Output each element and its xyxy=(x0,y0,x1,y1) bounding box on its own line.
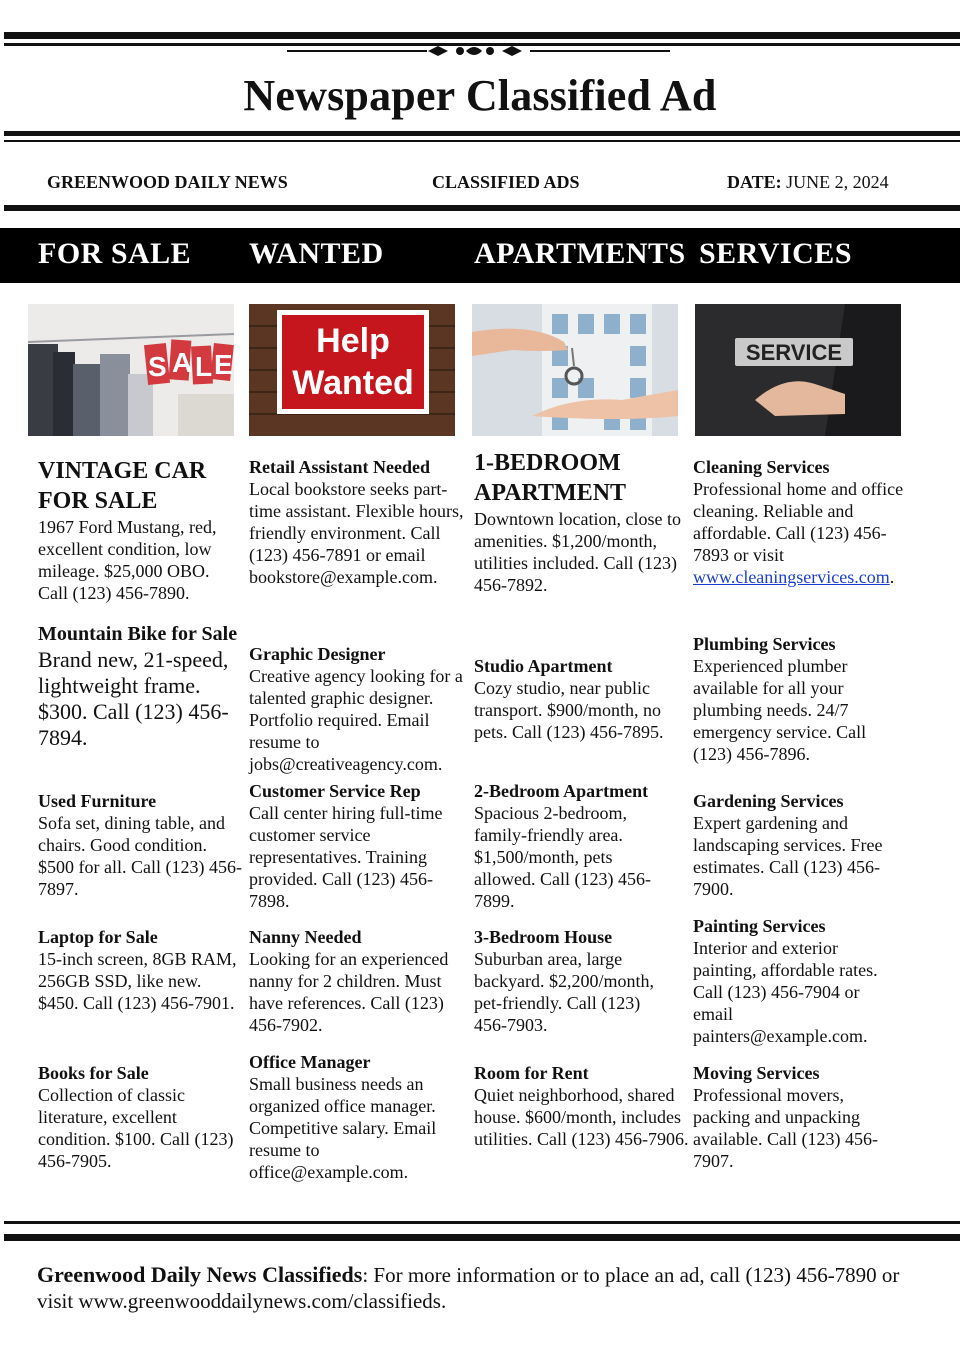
ad-title: Cleaning Services xyxy=(693,457,830,477)
ad-3-bedroom xyxy=(474,926,674,1036)
ad-used-furniture xyxy=(38,790,243,900)
bottom-rule-thick xyxy=(4,1234,960,1241)
ad-body: Downtown location, close to amenities. $1,200/month, utilities included. Call (123) 456-7892. xyxy=(474,509,681,595)
top-rule-thick xyxy=(4,32,960,39)
service-image xyxy=(695,304,901,436)
ad-title: 2-Bedroom Apartment xyxy=(474,781,649,801)
ad-title: Books for Sale xyxy=(38,1063,149,1083)
ad-customer-service xyxy=(249,780,464,912)
ornament-icon xyxy=(420,42,530,60)
cleaning-services-link[interactable]: www.cleaningservices.com xyxy=(693,567,890,587)
sale-letter-e: E xyxy=(214,349,233,380)
ad-2-bedroom xyxy=(474,780,674,912)
service-label: SERVICE xyxy=(745,340,843,365)
ad-title: Plumbing Services xyxy=(693,634,836,654)
ad-gardening xyxy=(693,790,903,900)
ad-body: Creative agency looking for a talented graphic designer. Portfolio required. Email resume to jobs@creativeagency.com. xyxy=(249,666,463,774)
sale-letter-a: A xyxy=(172,347,193,378)
ad-body: Cozy studio, near public transport. $900/month, no pets. Call (123) 456-7895. xyxy=(474,678,664,742)
ad-body: Local bookstore seeks part-time assistant. Flexible hours, friendly environment. Call (123) 456-7891 or email bookstore@example.com. xyxy=(249,479,464,587)
ad-title: Mountain Bike for Sale xyxy=(38,623,238,645)
ad-graphic-designer xyxy=(249,643,471,775)
sale-image xyxy=(28,304,234,436)
ad-title: Moving Services xyxy=(693,1063,820,1083)
sale-letter-l: L xyxy=(195,351,213,382)
help-wanted-image xyxy=(249,304,455,436)
ad-title: Nanny Needed xyxy=(249,927,362,947)
ad-body: Suburban area, large backyard. $2,200/month, pet-friendly. Call (123) 456-7903. xyxy=(474,949,654,1035)
ad-body: 1967 Ford Mustang, red, excellent condition, low mileage. $25,000 OBO. Call (123) 456-7890. xyxy=(38,517,217,603)
meta-rule xyxy=(4,205,960,211)
ad-body: Quiet neighborhood, shared house. $600/month, includes utilities. Call (123) 456-7906. xyxy=(474,1085,689,1149)
ad-body: Small business needs an organized office manager. Competitive salary. Email resume to office@example.com. xyxy=(249,1074,437,1182)
category-wanted: WANTED xyxy=(249,237,384,270)
ad-title: Used Furniture xyxy=(38,791,157,811)
ad-title: Studio Apartment xyxy=(474,656,613,676)
ornament-line-left xyxy=(287,50,427,52)
section-name: CLASSIFIED ADS xyxy=(432,172,580,192)
ad-vintage-car xyxy=(38,456,238,604)
ad-title: VINTAGE CAR FOR SALE xyxy=(38,458,207,514)
ad-body: Sofa set, dining table, and chairs. Good condition. $500 for all. Call (123) 456-7897. xyxy=(38,813,242,899)
sale-letter-s: S xyxy=(148,351,167,382)
ad-title: Office Manager xyxy=(249,1052,371,1072)
footer-name: Greenwood Daily News Classifieds xyxy=(37,1262,363,1287)
ad-title: 1-BEDROOM APARTMENT xyxy=(474,450,627,506)
ad-room-for-rent xyxy=(474,1062,692,1150)
ornament-line-right xyxy=(530,50,670,52)
ad-plumbing xyxy=(693,633,893,765)
ad-studio xyxy=(474,655,686,743)
ad-title: Retail Assistant Needed xyxy=(249,457,430,477)
ad-body: Brand new, 21-speed, lightweight frame. $300. Call (123) 456-7894. xyxy=(38,647,229,750)
help-wanted-line1: Help xyxy=(316,322,390,360)
ad-body: Expert gardening and landscaping services. Free estimates. Call (123) 456-7900. xyxy=(693,813,883,899)
ad-body: Professional movers, packing and unpacking available. Call (123) 456-7907. xyxy=(693,1085,878,1171)
date-label: DATE: xyxy=(727,172,782,192)
ad-title: Painting Services xyxy=(693,916,826,936)
category-for-sale: FOR SALE xyxy=(38,237,192,270)
ad-body: Experienced plumber available for all your plumbing needs. 24/7 emergency service. Call (123) 456-7896. xyxy=(693,656,867,764)
ad-title: Laptop for Sale xyxy=(38,927,158,947)
ad-painting xyxy=(693,915,898,1047)
title-rule-thin xyxy=(4,140,960,142)
title-rule-thick xyxy=(4,131,960,136)
apartment-keys-image xyxy=(472,304,678,436)
ad-body: Collection of classic literature, excellent condition. $100. Call (123) 456-7905. xyxy=(38,1085,234,1171)
ad-title: Room for Rent xyxy=(474,1063,589,1083)
ad-title: Graphic Designer xyxy=(249,644,386,664)
ad-cleaning xyxy=(693,456,908,588)
ad-title: 3-Bedroom House xyxy=(474,927,613,947)
ad-books xyxy=(38,1062,238,1172)
ad-title: Customer Service Rep xyxy=(249,781,421,801)
ad-title: Gardening Services xyxy=(693,791,844,811)
ad-laptop xyxy=(38,926,238,1014)
help-wanted-line2: Wanted xyxy=(292,364,414,402)
ad-mountain-bike xyxy=(38,621,238,751)
ad-body: Spacious 2-bedroom, family-friendly area. $1,500/month, pets allowed. Call (123) 456-7899. xyxy=(474,803,651,911)
date-value: JUNE 2, 2024 xyxy=(786,172,889,192)
ad-moving xyxy=(693,1062,898,1172)
ad-body: Call center hiring full-time customer service representatives. Training provided. Call (123) 456-7898. xyxy=(249,803,443,911)
bottom-rule-thin xyxy=(4,1221,960,1224)
ad-body: Interior and exterior painting, affordable rates. Call (123) 456-7904 or email painters@example.com. xyxy=(693,938,878,1046)
page-title: Newspaper Classified Ad xyxy=(243,71,717,120)
issue-date xyxy=(727,172,889,193)
category-apartments: APARTMENTS xyxy=(474,237,686,270)
footer-text: : For more information or to place an ad, call (123) 456-7890 or visit www.greenwooddailynews.com/classifieds. xyxy=(37,1263,900,1313)
ad-body: 15-inch screen, 8GB RAM, 256GB SSD, like new. $450. Call (123) 456-7901. xyxy=(38,949,237,1013)
ad-1-bedroom xyxy=(474,448,686,596)
footer-note xyxy=(37,1262,917,1314)
category-band xyxy=(0,228,960,283)
ad-nanny xyxy=(249,926,464,1036)
ad-body: Professional home and office cleaning. Reliable and affordable. Call (123) 456-7893 or visit www.cleaningservices.com. xyxy=(693,479,904,587)
ad-body: Looking for an experienced nanny for 2 children. Must have references. Call (123) 456-7902. xyxy=(249,949,449,1035)
ad-office-manager xyxy=(249,1051,464,1183)
ad-retail-assistant xyxy=(249,456,471,588)
paper-name: GREENWOOD DAILY NEWS xyxy=(47,172,288,192)
category-services: SERVICES xyxy=(699,237,853,270)
